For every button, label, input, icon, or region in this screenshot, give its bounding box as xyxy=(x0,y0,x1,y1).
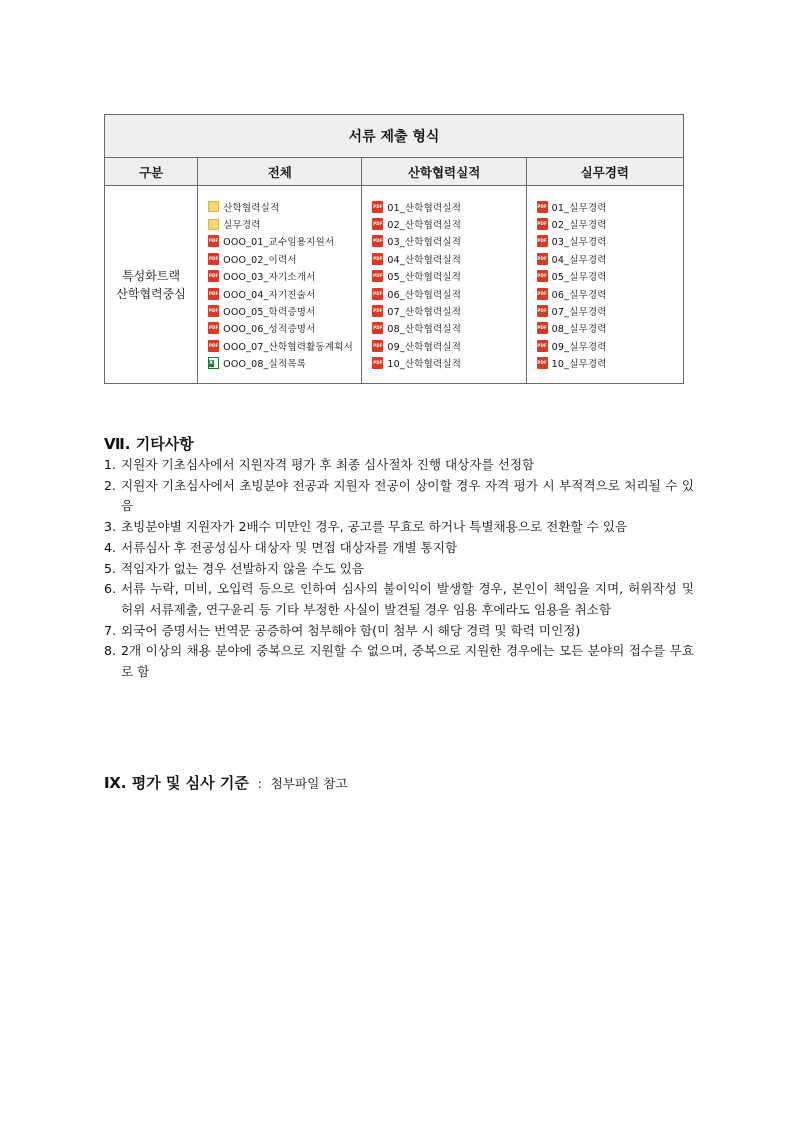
pdf-icon xyxy=(372,340,383,352)
note-text: 외국어 증명서는 번역문 공증하여 첨부해야 함(미 첨부 시 해당 경력 및 학력 미인정) xyxy=(121,622,581,638)
file-item xyxy=(208,302,361,319)
file-name: 06_실무경력 xyxy=(551,289,607,301)
file-name: 산학협력실적 xyxy=(223,202,280,214)
file-name: OOO_08_실적목록 xyxy=(223,359,307,371)
file-name: OOO_06_성적증명서 xyxy=(223,324,316,336)
note-item xyxy=(104,579,694,620)
file-name: OOO_04_자기진술서 xyxy=(223,289,316,301)
experience-files-list xyxy=(527,186,683,372)
pdf-icon xyxy=(208,322,219,334)
file-item xyxy=(208,250,361,267)
note-number: 2. xyxy=(104,477,117,493)
file-name: 03_실무경력 xyxy=(551,237,607,249)
pdf-icon xyxy=(372,253,383,265)
note-text: 초빙분야별 지원자가 2배수 미만인 경우, 공고를 무효로 하거나 특별채용으로 전환할 수 있음 xyxy=(121,519,628,535)
notes-list xyxy=(104,455,694,683)
file-item xyxy=(372,337,525,354)
cooperation-files-cell xyxy=(362,186,526,384)
file-name: 09_산학협력실적 xyxy=(387,341,462,353)
note-item xyxy=(104,517,694,538)
header-category: 구분 xyxy=(105,158,198,186)
file-name: 01_산학협력실적 xyxy=(387,202,462,214)
note-text: 지원자 기초심사에서 지원자격 평가 후 최종 심사절차 진행 대상자를 선정함 xyxy=(121,457,535,472)
file-item xyxy=(537,337,683,354)
note-text: 2개 이상의 채용 분야에 중복으로 지원할 수 없으며, 중복으로 지원한 경우에는 모든 분야의 접수를 무효로 함 xyxy=(121,643,694,680)
section-9-title: Ⅸ. 평가 및 심사 기준 xyxy=(104,774,249,792)
file-name: 07_산학협력실적 xyxy=(387,307,462,319)
note-text: 적임자가 없는 경우 선발하지 않을 수도 있음 xyxy=(121,560,364,576)
pdf-icon xyxy=(537,305,548,317)
note-item xyxy=(104,538,694,559)
file-item xyxy=(208,285,361,302)
file-name: OOO_05_학력증명서 xyxy=(223,307,316,319)
file-name: 02_산학협력실적 xyxy=(387,220,462,232)
all-files-list xyxy=(198,186,361,372)
note-item xyxy=(104,621,694,642)
file-name: 04_실무경력 xyxy=(551,254,607,266)
pdf-icon xyxy=(372,288,383,300)
note-text: 지원자 기초심사에서 초빙분야 전공과 지원자 전공이 상이할 경우 자격 평가 시 부적격으로 처리될 수 있음 xyxy=(121,477,694,514)
note-item xyxy=(104,641,694,682)
file-name: 07_실무경력 xyxy=(551,307,607,319)
file-item xyxy=(208,233,361,250)
category-cell xyxy=(105,186,198,384)
pdf-icon xyxy=(208,340,219,352)
file-name: 실무경력 xyxy=(223,220,261,232)
all-files-cell xyxy=(198,186,362,384)
file-name: 05_산학협력실적 xyxy=(387,272,462,284)
file-item xyxy=(208,355,361,372)
file-item xyxy=(372,215,525,232)
file-name: 09_실무경력 xyxy=(551,341,607,353)
pdf-icon xyxy=(208,288,219,300)
note-text: 서류심사 후 전공성심사 대상자 및 면접 대상자를 개별 통지함 xyxy=(121,539,458,555)
pdf-icon xyxy=(537,235,548,247)
pdf-icon xyxy=(208,253,219,265)
file-item xyxy=(372,355,525,372)
note-number: 4. xyxy=(104,539,117,555)
file-item xyxy=(537,355,683,372)
file-name: 02_실무경력 xyxy=(551,220,607,232)
excel-icon xyxy=(208,357,219,369)
pdf-icon xyxy=(537,322,548,334)
folder-icon xyxy=(208,201,219,212)
file-item xyxy=(372,302,525,319)
file-name: OOO_07_산학협력활동계획서 xyxy=(223,341,353,353)
pdf-icon xyxy=(208,270,219,282)
pdf-icon xyxy=(208,235,219,247)
file-name: 01_실무경력 xyxy=(551,202,607,214)
file-item xyxy=(208,215,361,232)
file-item xyxy=(208,337,361,354)
file-item xyxy=(537,302,683,319)
note-item xyxy=(104,559,694,580)
file-name: 03_산학협력실적 xyxy=(387,237,462,249)
file-name: OOO_02_이력서 xyxy=(223,254,297,266)
submission-format-table xyxy=(104,114,684,384)
file-item xyxy=(537,285,683,302)
section-7-title: Ⅶ. 기타사항 xyxy=(104,435,194,453)
file-name: 04_산학협력실적 xyxy=(387,254,462,266)
file-name: 08_실무경력 xyxy=(551,324,607,336)
file-item xyxy=(537,233,683,250)
pdf-icon xyxy=(372,305,383,317)
section-9-text: 첨부파일 참고 xyxy=(270,776,348,791)
pdf-icon xyxy=(372,218,383,230)
header-cooperation: 산학협력실적 xyxy=(362,158,526,186)
file-item xyxy=(372,320,525,337)
file-item xyxy=(537,268,683,285)
pdf-icon xyxy=(372,235,383,247)
table-title: 서류 제출 형식 xyxy=(105,115,684,158)
pdf-icon xyxy=(372,201,383,213)
note-number: 7. xyxy=(104,622,117,638)
file-item xyxy=(208,320,361,337)
header-experience: 실무경력 xyxy=(526,158,683,186)
category-line: 산학협력중심 xyxy=(116,286,186,301)
file-name: 10_실무경력 xyxy=(551,359,607,371)
file-item xyxy=(372,250,525,267)
folder-icon xyxy=(208,219,219,230)
note-text: 서류 누락, 미비, 오입력 등으로 인하여 심사의 불이익이 발생할 경우, 본인이 책임을 지며, 허위작성 및 허위 서류제출, 연구윤리 등 기타 부정한 사실이 발견될 경우 임용 후에라도 임용을 취소함 xyxy=(121,581,694,617)
file-name: 08_산학협력실적 xyxy=(387,324,462,336)
note-item xyxy=(104,476,694,517)
cooperation-files-list xyxy=(362,186,525,372)
pdf-icon xyxy=(537,218,548,230)
note-number: 6. xyxy=(104,581,117,597)
pdf-icon xyxy=(537,201,548,213)
pdf-icon xyxy=(537,288,548,300)
pdf-icon xyxy=(372,357,383,369)
file-item xyxy=(537,250,683,267)
note-number: 5. xyxy=(104,560,117,576)
note-number: 1. xyxy=(104,457,117,472)
file-item xyxy=(208,268,361,285)
category-line: 특성화트랙 xyxy=(122,268,181,283)
file-item xyxy=(537,320,683,337)
file-item xyxy=(372,233,525,250)
section-9 xyxy=(104,772,348,793)
note-number: 3. xyxy=(104,519,117,535)
file-item xyxy=(372,285,525,302)
file-item xyxy=(372,198,525,215)
file-name: 05_실무경력 xyxy=(551,272,607,284)
experience-files-cell xyxy=(526,186,683,384)
section-9-separator: : xyxy=(257,776,262,791)
file-item xyxy=(208,198,361,215)
pdf-icon xyxy=(537,340,548,352)
pdf-icon xyxy=(537,253,548,265)
header-all: 전체 xyxy=(198,158,362,186)
pdf-icon xyxy=(537,357,548,369)
pdf-icon xyxy=(372,322,383,334)
pdf-icon xyxy=(537,270,548,282)
note-item xyxy=(104,455,694,476)
file-item xyxy=(537,198,683,215)
file-name: 10_산학협력실적 xyxy=(387,359,462,371)
file-item xyxy=(372,268,525,285)
file-name: OOO_01_교수임용지원서 xyxy=(223,237,335,249)
pdf-icon xyxy=(372,270,383,282)
note-number: 8. xyxy=(104,643,117,659)
file-name: 06_산학협력실적 xyxy=(387,289,462,301)
pdf-icon xyxy=(208,305,219,317)
file-item xyxy=(537,215,683,232)
file-name: OOO_03_자기소개서 xyxy=(223,272,316,284)
